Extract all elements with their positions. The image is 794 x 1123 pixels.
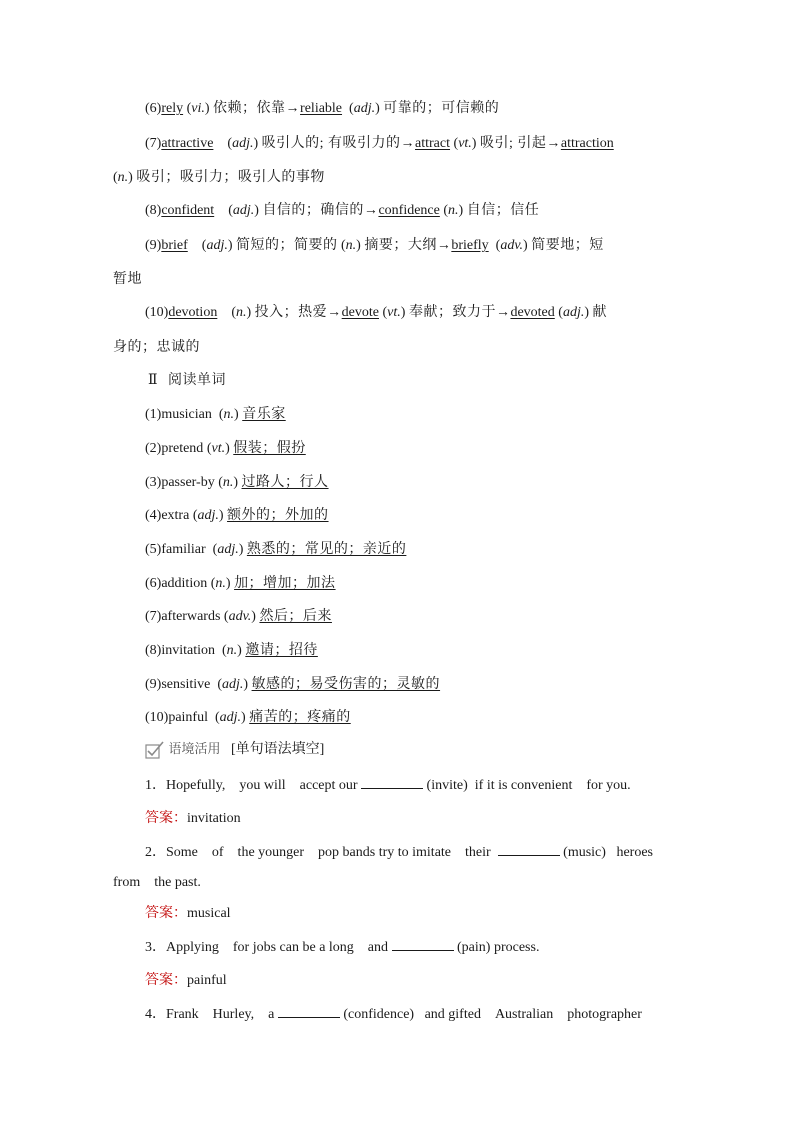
- exercise-4: 4．Frank Hurley, a (confidence) and gifted Australian photographer: [145, 1007, 642, 1022]
- reading-word: (1)musician (n.) 音乐家: [145, 407, 286, 422]
- reading-word: (2)pretend (vt.) 假装；假扮: [145, 441, 306, 456]
- vocab-item-7-cont: (n.) 吸引；吸引力；吸引人的事物: [113, 170, 325, 185]
- reading-word: (6)addition (n.) 加；增加；加法: [145, 576, 336, 591]
- answer-blank[interactable]: [498, 843, 560, 856]
- context-tag: 语境活用: [168, 741, 221, 756]
- vocab-item-9: (9)brief (adj.) 简短的；简要的 (n.) 摘要；大纲→briefly (adv.) 简要地；短: [145, 238, 604, 253]
- section-title: 阅读单词: [168, 373, 227, 388]
- vocab-item-8: (8)confident (adj.) 自信的；确信的→confidence (n.) 自信；信任: [145, 203, 540, 218]
- section-numeral: Ⅱ: [148, 373, 158, 388]
- reading-word: (10)painful (adj.) 痛苦的；疼痛的: [145, 710, 351, 725]
- check-icon: [145, 741, 165, 759]
- answer-blank[interactable]: [392, 938, 454, 951]
- answer-blank[interactable]: [361, 776, 423, 789]
- reading-word: (4)extra (adj.) 额外的；外加的: [145, 508, 329, 523]
- exercise-2: 2．Some of the younger pop bands try to imitate their (music) heroes: [145, 845, 653, 860]
- reading-word: (8)invitation (n.) 邀请；招待: [145, 643, 318, 658]
- vocab-item-10: (10)devotion (n.) 投入；热爱→devote (vt.) 奉献；致力于→devoted (adj.) 献: [145, 305, 608, 320]
- context-title: [单句语法填空]: [231, 742, 325, 757]
- reading-word: (9)sensitive (adj.) 敏感的；易受伤害的；灵敏的: [145, 677, 441, 692]
- exercise-3: 3．Applying for jobs can be a long and (pain) process.: [145, 940, 540, 955]
- answer-blank[interactable]: [278, 1005, 340, 1018]
- vocab-item-6: (6)rely (vi.) 依赖；依靠→reliable (adj.) 可靠的；可信赖的: [145, 101, 500, 116]
- answer-3: 答案：painful: [145, 973, 227, 988]
- section-heading: [148, 371, 226, 391]
- vocab-item-9-cont: 暂地: [113, 272, 142, 287]
- context-heading: [145, 739, 324, 760]
- reading-word: (3)passer-by (n.) 过路人；行人: [145, 475, 329, 490]
- exercise-2-cont: from the past.: [113, 875, 201, 890]
- answer-2: 答案：musical: [145, 906, 231, 921]
- exercise-1: 1．Hopefully, you will accept our (invite) if it is convenient for you.: [145, 778, 631, 793]
- vocab-item-7: (7)attractive (adj.) 吸引人的; 有吸引力的→attract (vt.) 吸引; 引起→attraction: [145, 136, 614, 151]
- answer-1: 答案：invitation: [145, 811, 241, 826]
- reading-word: (5)familiar (adj.) 熟悉的；常见的；亲近的: [145, 542, 407, 557]
- vocab-item-10-cont: 身的；忠诚的: [113, 340, 200, 355]
- reading-word: (7)afterwards (adv.) 然后；后来: [145, 609, 332, 624]
